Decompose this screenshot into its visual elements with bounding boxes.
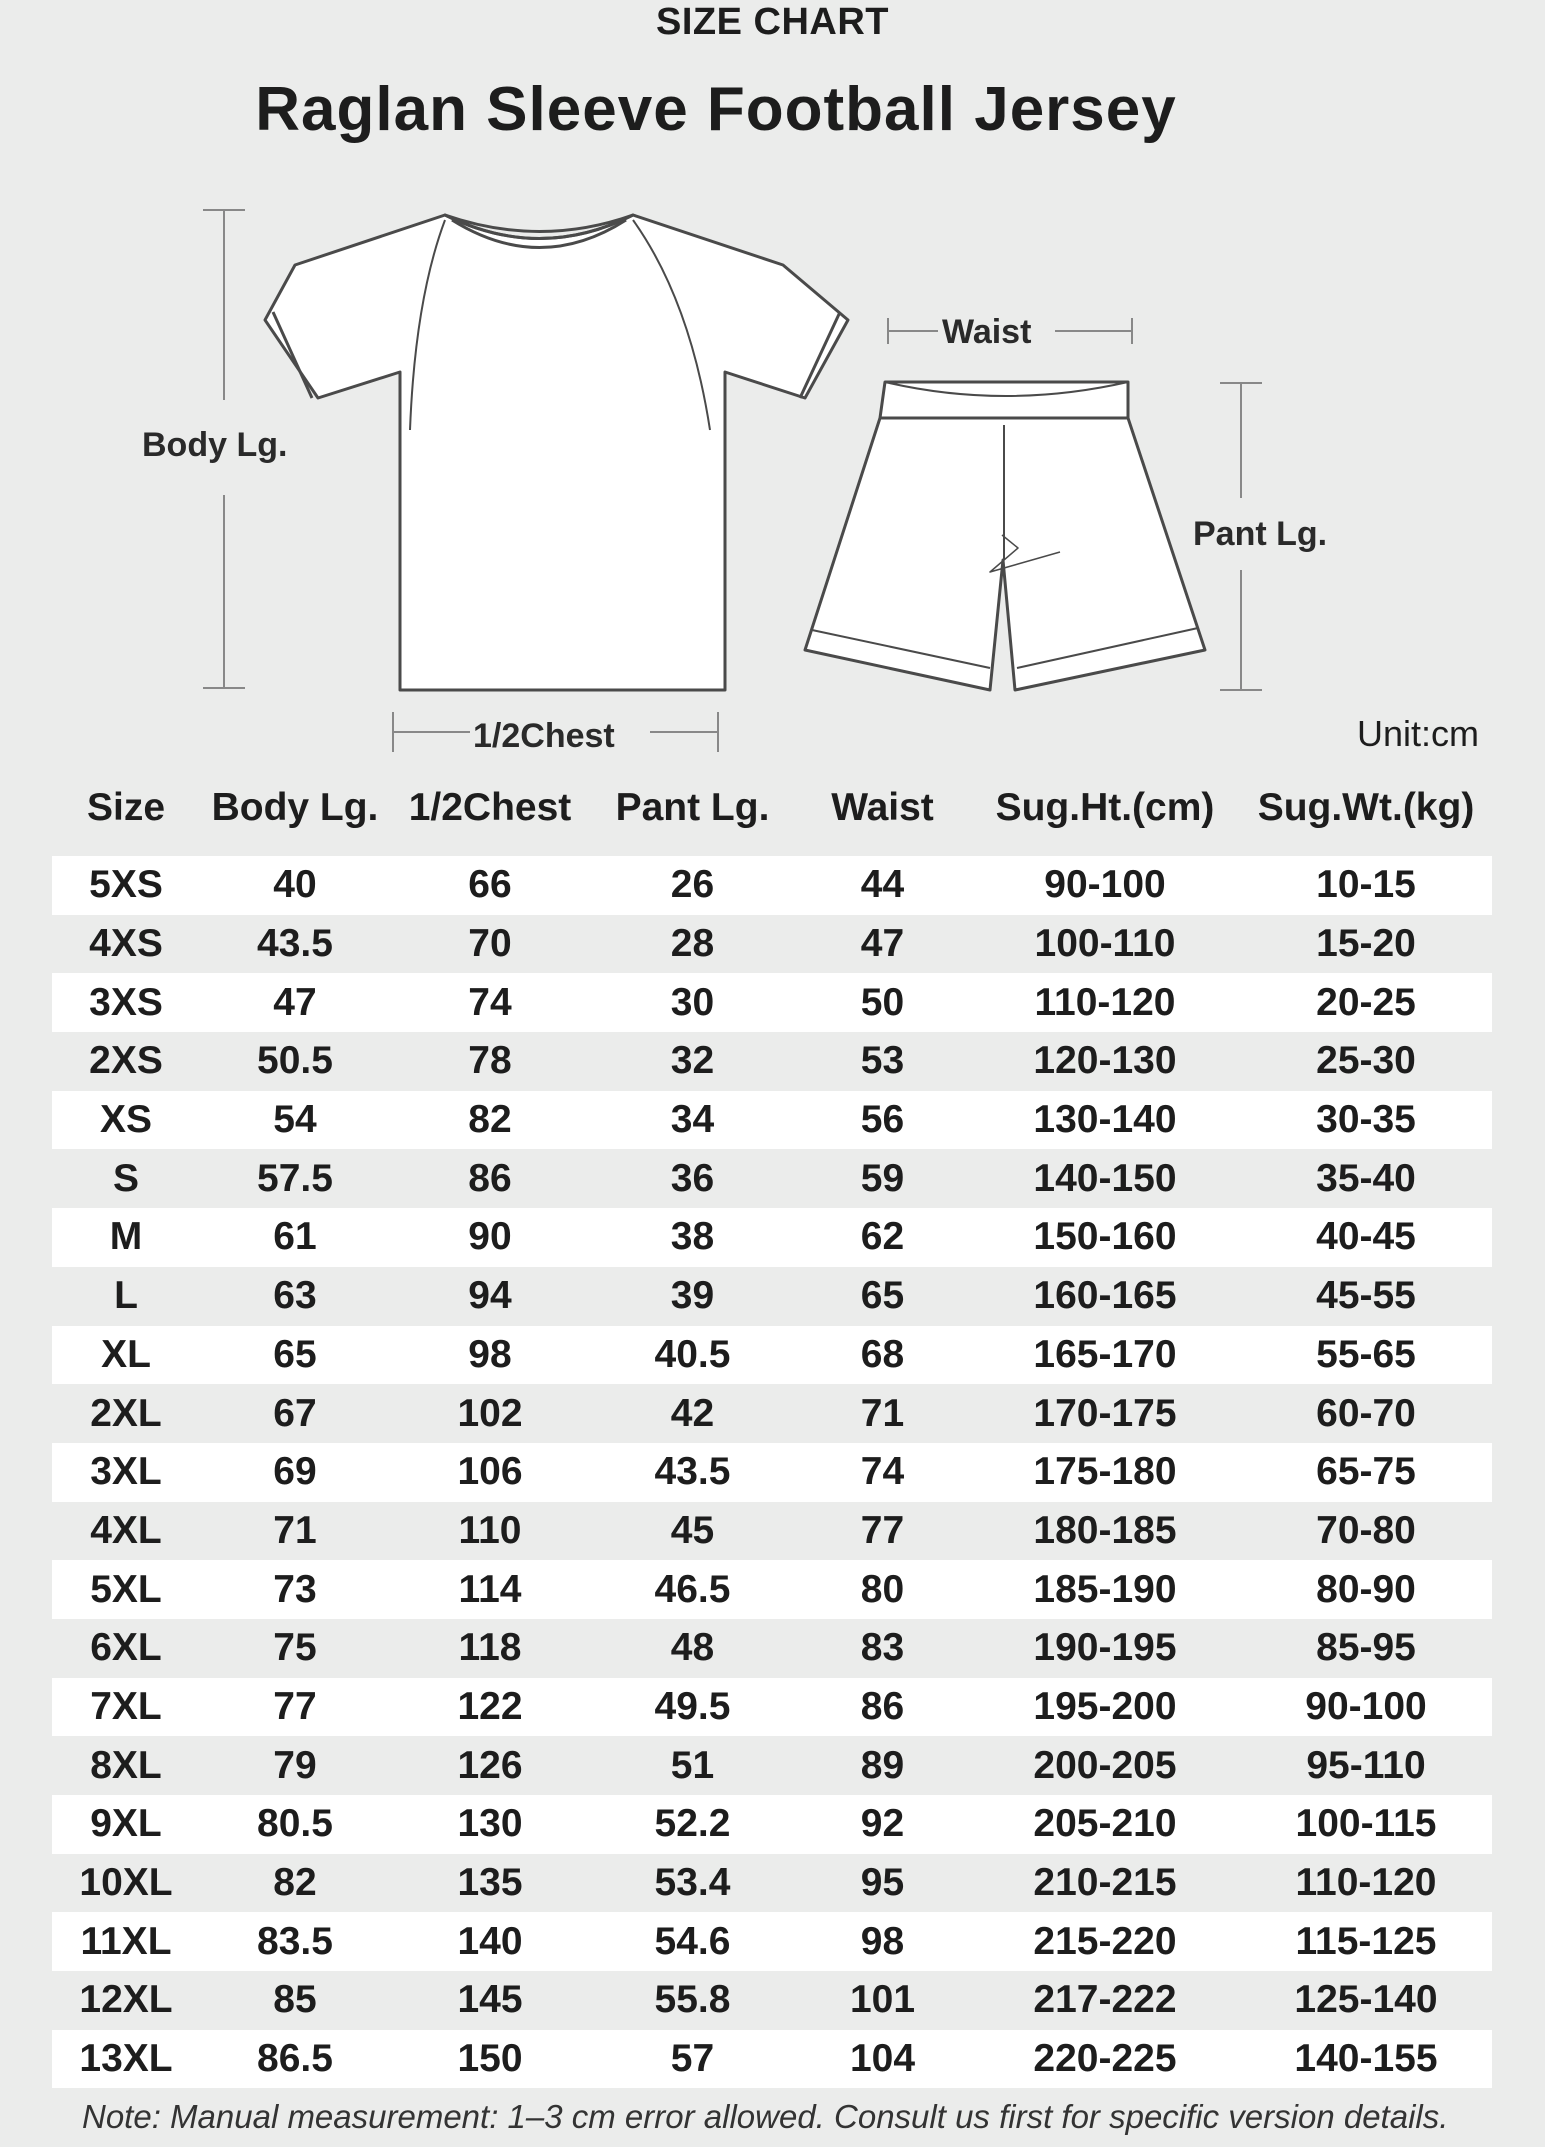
cell-waist: 92: [795, 1795, 970, 1854]
cell-body-length: 77: [200, 1678, 390, 1737]
cell-half-chest: 122: [390, 1678, 590, 1737]
cell-suggested-height: 150-160: [970, 1208, 1240, 1267]
table-row: [52, 1032, 1492, 1091]
cell-pant-length: 54.6: [590, 1912, 795, 1971]
cell-half-chest: 74: [390, 973, 590, 1032]
shorts-outline: [805, 382, 1205, 690]
cell-pant-length: 40.5: [590, 1326, 795, 1385]
cell-body-length: 40: [200, 856, 390, 915]
cell-waist: 47: [795, 915, 970, 974]
cell-waist: 98: [795, 1912, 970, 1971]
cell-body-length: 43.5: [200, 915, 390, 974]
cell-suggested-height: 175-180: [970, 1443, 1240, 1502]
cell-pant-length: 36: [590, 1149, 795, 1208]
cell-half-chest: 82: [390, 1091, 590, 1150]
cell-size: S: [52, 1149, 200, 1208]
pant-length-label: Pant Lg.: [1193, 515, 1328, 553]
cell-waist: 95: [795, 1854, 970, 1913]
cell-half-chest: 106: [390, 1443, 590, 1502]
cell-size: 12XL: [52, 1971, 200, 2030]
table-row: [52, 1208, 1492, 1267]
cell-suggested-weight: 70-80: [1240, 1502, 1492, 1561]
cell-waist: 71: [795, 1384, 970, 1443]
cell-suggested-weight: 55-65: [1240, 1326, 1492, 1385]
table-row: [52, 856, 1492, 915]
unit-label: Unit:cm: [1356, 713, 1479, 754]
half-chest-label: 1/2Chest: [473, 717, 615, 755]
table-row: [52, 2030, 1492, 2089]
cell-waist: 65: [795, 1267, 970, 1326]
cell-half-chest: 70: [390, 915, 590, 974]
table-row: [52, 1267, 1492, 1326]
cell-pant-length: 51: [590, 1736, 795, 1795]
column-header-pant-length: Pant Lg.: [615, 786, 770, 829]
cell-body-length: 85: [200, 1971, 390, 2030]
cell-body-length: 57.5: [200, 1149, 390, 1208]
cell-half-chest: 90: [390, 1208, 590, 1267]
cell-pant-length: 52.2: [590, 1795, 795, 1854]
cell-pant-length: 53.4: [590, 1854, 795, 1913]
product-title: Raglan Sleeve Football Jersey: [255, 75, 1177, 144]
cell-waist: 53: [795, 1032, 970, 1091]
cell-size: 11XL: [52, 1912, 200, 1971]
cell-half-chest: 118: [390, 1619, 590, 1678]
cell-pant-length: 26: [590, 856, 795, 915]
column-header-waist: Waist: [831, 786, 934, 829]
cell-suggested-weight: 35-40: [1240, 1149, 1492, 1208]
cell-suggested-weight: 15-20: [1240, 915, 1492, 974]
cell-size: 3XL: [52, 1443, 200, 1502]
cell-size: 4XL: [52, 1502, 200, 1561]
cell-suggested-height: 220-225: [970, 2030, 1240, 2089]
cell-size: 8XL: [52, 1736, 200, 1795]
cell-pant-length: 34: [590, 1091, 795, 1150]
cell-suggested-weight: 100-115: [1240, 1795, 1492, 1854]
cell-suggested-height: 200-205: [970, 1736, 1240, 1795]
table-row: [52, 1326, 1492, 1385]
column-header-suggested-weight: Sug.Wt.(kg): [1257, 786, 1475, 829]
cell-body-length: 50.5: [200, 1032, 390, 1091]
cell-half-chest: 98: [390, 1326, 590, 1385]
cell-waist: 80: [795, 1560, 970, 1619]
cell-waist: 104: [795, 2030, 970, 2089]
cell-pant-length: 38: [590, 1208, 795, 1267]
cell-pant-length: 45: [590, 1502, 795, 1561]
cell-half-chest: 102: [390, 1384, 590, 1443]
cell-half-chest: 130: [390, 1795, 590, 1854]
cell-half-chest: 140: [390, 1912, 590, 1971]
cell-pant-length: 42: [590, 1384, 795, 1443]
cell-half-chest: 86: [390, 1149, 590, 1208]
cell-size: 6XL: [52, 1619, 200, 1678]
cell-suggested-weight: 85-95: [1240, 1619, 1492, 1678]
jersey-outline: [265, 215, 848, 690]
cell-waist: 86: [795, 1678, 970, 1737]
cell-suggested-weight: 40-45: [1240, 1208, 1492, 1267]
cell-suggested-height: 195-200: [970, 1678, 1240, 1737]
cell-size: XL: [52, 1326, 200, 1385]
cell-body-length: 86.5: [200, 2030, 390, 2089]
table-row: [52, 1091, 1492, 1150]
cell-suggested-weight: 30-35: [1240, 1091, 1492, 1150]
cell-suggested-height: 110-120: [970, 973, 1240, 1032]
table-row: [52, 1854, 1492, 1913]
table-row: [52, 1384, 1492, 1443]
cell-body-length: 65: [200, 1326, 390, 1385]
cell-body-length: 61: [200, 1208, 390, 1267]
table-body: [52, 856, 1492, 2088]
cell-pant-length: 28: [590, 915, 795, 974]
cell-waist: 83: [795, 1619, 970, 1678]
cell-waist: 89: [795, 1736, 970, 1795]
cell-suggested-height: 170-175: [970, 1384, 1240, 1443]
cell-suggested-height: 160-165: [970, 1267, 1240, 1326]
cell-suggested-weight: 80-90: [1240, 1560, 1492, 1619]
table-row: [52, 915, 1492, 974]
column-header-suggested-height: Sug.Ht.(cm): [995, 786, 1215, 829]
cell-suggested-weight: 110-120: [1240, 1854, 1492, 1913]
cell-waist: 50: [795, 973, 970, 1032]
cell-size: 5XL: [52, 1560, 200, 1619]
cell-waist: 77: [795, 1502, 970, 1561]
cell-half-chest: 150: [390, 2030, 590, 2089]
table-row: [52, 1502, 1492, 1561]
cell-suggested-weight: 95-110: [1240, 1736, 1492, 1795]
cell-size: 4XS: [52, 915, 200, 974]
cell-waist: 68: [795, 1326, 970, 1385]
cell-size: 10XL: [52, 1854, 200, 1913]
cell-pant-length: 55.8: [590, 1971, 795, 2030]
cell-pant-length: 49.5: [590, 1678, 795, 1737]
cell-size: 3XS: [52, 973, 200, 1032]
cell-waist: 56: [795, 1091, 970, 1150]
cell-body-length: 75: [200, 1619, 390, 1678]
table-row: [52, 1443, 1492, 1502]
cell-pant-length: 46.5: [590, 1560, 795, 1619]
cell-waist: 74: [795, 1443, 970, 1502]
cell-body-length: 73: [200, 1560, 390, 1619]
cell-size: 5XS: [52, 856, 200, 915]
cell-suggested-height: 210-215: [970, 1854, 1240, 1913]
cell-suggested-height: 185-190: [970, 1560, 1240, 1619]
cell-suggested-height: 215-220: [970, 1912, 1240, 1971]
cell-suggested-height: 217-222: [970, 1971, 1240, 2030]
table-header: [52, 768, 1492, 856]
size-table: [52, 768, 1492, 2088]
cell-body-length: 82: [200, 1854, 390, 1913]
column-header-body-length: Body Lg.: [211, 786, 379, 829]
cell-size: XS: [52, 1091, 200, 1150]
page-label: SIZE CHART: [656, 1, 889, 43]
table-row: [52, 1971, 1492, 2030]
cell-half-chest: 110: [390, 1502, 590, 1561]
cell-size: 2XL: [52, 1384, 200, 1443]
cell-suggested-height: 165-170: [970, 1326, 1240, 1385]
cell-suggested-weight: 60-70: [1240, 1384, 1492, 1443]
cell-body-length: 79: [200, 1736, 390, 1795]
cell-suggested-weight: 140-155: [1240, 2030, 1492, 2089]
cell-suggested-height: 90-100: [970, 856, 1240, 915]
cell-size: L: [52, 1267, 200, 1326]
cell-waist: 59: [795, 1149, 970, 1208]
cell-suggested-height: 190-195: [970, 1619, 1240, 1678]
header-row: [52, 768, 1492, 856]
cell-suggested-weight: 20-25: [1240, 973, 1492, 1032]
cell-size: 7XL: [52, 1678, 200, 1737]
cell-body-length: 80.5: [200, 1795, 390, 1854]
column-header-size: Size: [86, 786, 166, 829]
cell-suggested-weight: 90-100: [1240, 1678, 1492, 1737]
cell-body-length: 54: [200, 1091, 390, 1150]
cell-body-length: 69: [200, 1443, 390, 1502]
table-row: [52, 1736, 1492, 1795]
cell-suggested-weight: 10-15: [1240, 856, 1492, 915]
cell-size: 9XL: [52, 1795, 200, 1854]
cell-suggested-weight: 45-55: [1240, 1267, 1492, 1326]
cell-pant-length: 57: [590, 2030, 795, 2089]
table-row: [52, 1795, 1492, 1854]
column-header-half-chest: 1/2Chest: [408, 786, 572, 829]
cell-suggested-weight: 65-75: [1240, 1443, 1492, 1502]
cell-half-chest: 145: [390, 1971, 590, 2030]
cell-pant-length: 39: [590, 1267, 795, 1326]
cell-suggested-height: 205-210: [970, 1795, 1240, 1854]
cell-pant-length: 32: [590, 1032, 795, 1091]
cell-waist: 101: [795, 1971, 970, 2030]
table-row: [52, 1619, 1492, 1678]
cell-suggested-weight: 115-125: [1240, 1912, 1492, 1971]
cell-half-chest: 126: [390, 1736, 590, 1795]
cell-half-chest: 114: [390, 1560, 590, 1619]
cell-pant-length: 30: [590, 973, 795, 1032]
cell-suggested-height: 180-185: [970, 1502, 1240, 1561]
table-row: [52, 1678, 1492, 1737]
table-row: [52, 1560, 1492, 1619]
cell-size: M: [52, 1208, 200, 1267]
cell-pant-length: 48: [590, 1619, 795, 1678]
cell-waist: 44: [795, 856, 970, 915]
cell-suggested-height: 140-150: [970, 1149, 1240, 1208]
cell-body-length: 67: [200, 1384, 390, 1443]
cell-body-length: 63: [200, 1267, 390, 1326]
waist-label: Waist: [942, 313, 1032, 351]
cell-suggested-height: 130-140: [970, 1091, 1240, 1150]
cell-size: 2XS: [52, 1032, 200, 1091]
cell-half-chest: 78: [390, 1032, 590, 1091]
table-row: [52, 973, 1492, 1032]
cell-waist: 62: [795, 1208, 970, 1267]
cell-suggested-weight: 25-30: [1240, 1032, 1492, 1091]
cell-body-length: 47: [200, 973, 390, 1032]
cell-suggested-height: 120-130: [970, 1032, 1240, 1091]
cell-pant-length: 43.5: [590, 1443, 795, 1502]
cell-size: 13XL: [52, 2030, 200, 2089]
cell-suggested-height: 100-110: [970, 915, 1240, 974]
table-row: [52, 1149, 1492, 1208]
cell-suggested-weight: 125-140: [1240, 1971, 1492, 2030]
cell-half-chest: 94: [390, 1267, 590, 1326]
cell-body-length: 71: [200, 1502, 390, 1561]
body-length-label: Body Lg.: [142, 426, 288, 464]
cell-half-chest: 66: [390, 856, 590, 915]
cell-body-length: 83.5: [200, 1912, 390, 1971]
measurement-note: Note: Manual measurement: 1–3 cm error allowed. Consult us first for specific version details.: [82, 2098, 1449, 2135]
table-row: [52, 1912, 1492, 1971]
cell-half-chest: 135: [390, 1854, 590, 1913]
